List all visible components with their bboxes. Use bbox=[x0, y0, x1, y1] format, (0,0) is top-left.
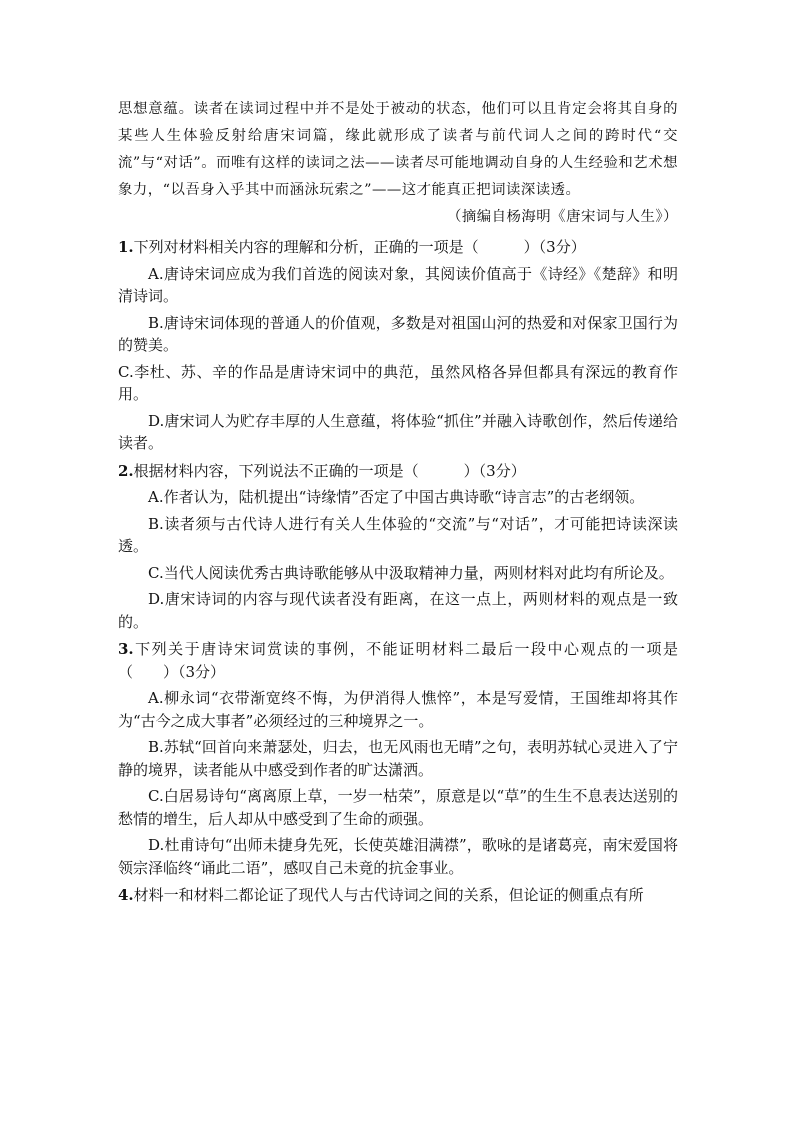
question-2 bbox=[118, 460, 678, 634]
question-3 bbox=[118, 638, 678, 879]
option-c: C.李杜、苏、辛的作品是唐诗宋词中的典范，虽然风格各异但都具有深远的教育作用。 bbox=[118, 362, 678, 403]
option-d: D.杜甫诗句“出师未捷身先死，长使英雄泪满襟”，歌咏的是诸葛亮，南宋爱国将领宗泽临终“诵此二语”，感叹自己未竟的抗金事业。 bbox=[118, 836, 678, 877]
question-4 bbox=[118, 884, 678, 907]
document-page bbox=[118, 96, 678, 907]
question-text: 材料一和材料二都论证了现代人与古代诗词之间的关系，但论证的侧重点有所 bbox=[133, 886, 644, 904]
question-text: 下列关于唐诗宋词赏读的事例，不能证明材料二最后一段中心观点的一项是（ ）（3分） bbox=[118, 640, 678, 681]
question-text: 下列对材料相关内容的理解和分析，正确的一项是（ ）（3分） bbox=[133, 238, 586, 256]
option-b: B.苏轼“回首向来萧瑟处，归去，也无风雨也无晴”之句，表明苏轼心灵进入了宁静的境界，读者能从中感受到作者的旷达潇洒。 bbox=[118, 738, 678, 779]
question-number: 1. bbox=[118, 238, 134, 256]
question-number: 2. bbox=[118, 461, 134, 480]
question-stem bbox=[118, 460, 678, 483]
question-1 bbox=[118, 236, 678, 455]
question-stem bbox=[118, 638, 678, 683]
option-d: D.唐宋词人为贮存丰厚的人生意蕴，将体验“抓住”并融入诗歌创作，然后传递给读者。 bbox=[118, 411, 678, 452]
question-number: 3. bbox=[118, 640, 134, 658]
intro-source: （摘编自杨海明《唐宋词与人生》） bbox=[446, 209, 678, 225]
option-c: C.白居易诗句“离离原上草，一岁一枯荣”，原意是以“草”的生生不息表达送别的愁情的增生，后人却从中感受到了生命的顽强。 bbox=[118, 787, 678, 828]
question-text: 根据材料内容，下列说法不正确的一项是（ ）（3分） bbox=[133, 461, 526, 480]
option-b: B.唐诗宋词体现的普通人的价值观，多数是对祖国山河的热爱和对保家卫国行为的赞美。 bbox=[118, 313, 678, 354]
option-a: A.唐诗宋词应成为我们首选的阅读对象，其阅读价值高于《诗经》《楚辞》和明清诗词。 bbox=[118, 264, 678, 305]
option-a: A.作者认为，陆机提出“诗缘情”否定了中国古典诗歌“诗言志”的古老纲领。 bbox=[148, 488, 645, 506]
option-a: A.柳永词“衣带渐宽终不悔，为伊消得人憔悴”，本是写爱情，王国维却将其作为“古今之成大事者”必须经过的三种境界之一。 bbox=[118, 689, 678, 730]
question-stem bbox=[118, 884, 678, 907]
option-b: B.读者须与古代诗人进行有关人生体验的“交流”与“对话”，才可能把诗读深读透。 bbox=[118, 514, 678, 555]
option-d: D.唐宋诗词的内容与现代读者没有距离，在这一点上，两则材料的观点是一致的。 bbox=[118, 590, 678, 631]
option-c: C.当代人阅读优秀古典诗歌能够从中汲取精神力量，两则材料对此均有所论及。 bbox=[148, 563, 674, 582]
intro-passage bbox=[118, 96, 678, 231]
intro-text: 思想意蕴。读者在读词过程中并不是处于被动的状态，他们可以且肯定会将其自身的某些人生体验反射给唐宋词篇，缘此就形成了读者与前代词人之间的跨时代“交流”与“对话”。而唯有这样的读词之法——读者尽可能地调动自身的人生经验和艺术想象力，“以吾身入乎其中而涵泳玩索之”——这才能真正把词读深读透。 bbox=[118, 101, 678, 198]
question-number: 4. bbox=[118, 886, 134, 904]
question-stem bbox=[118, 236, 678, 259]
